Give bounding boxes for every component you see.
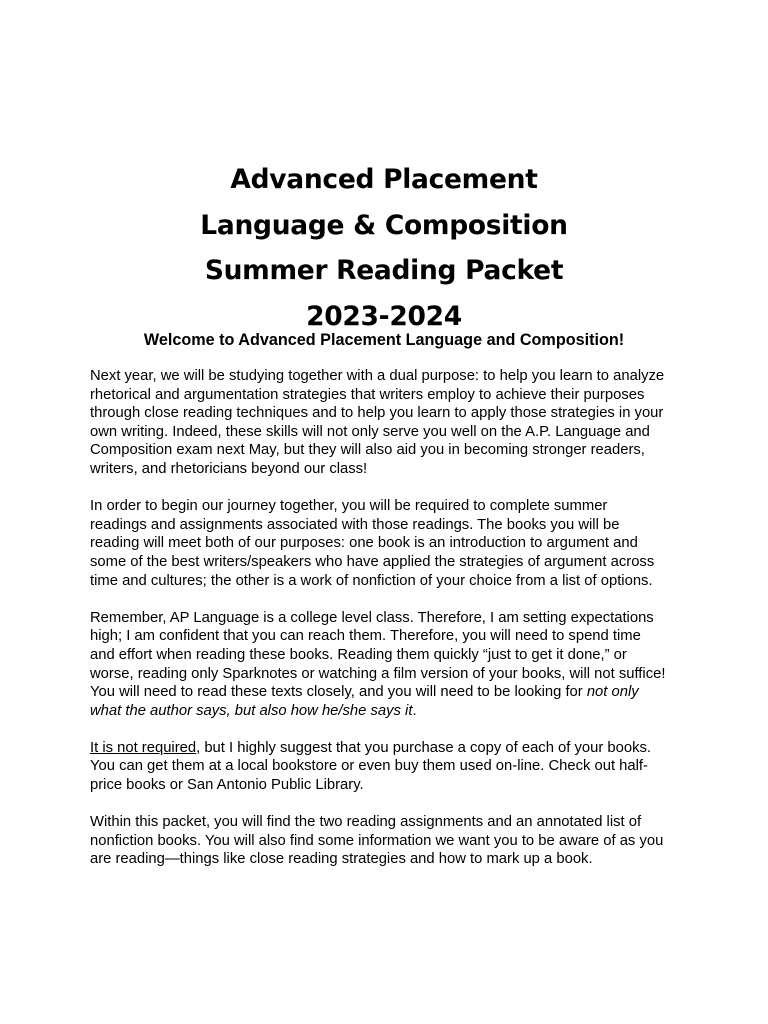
paragraph-line: own writing. Indeed, these skills will not only serve you well on the A.P. Language and (90, 423, 650, 440)
paragraph-line: high; I am confident that you can reach them. Therefore, you will need to spend time (90, 628, 641, 645)
paragraph-text: You will need to read these texts closely, and you will need to be looking for (90, 684, 587, 701)
paragraph-3 (90, 609, 690, 721)
paragraph-line: nonfiction books. You will also find some information we want you to be aware of as you (90, 832, 664, 849)
paragraph-line: Within this packet, you will find the two reading assignments and an annotated list of (90, 814, 642, 831)
paragraph-5 (90, 813, 690, 869)
paragraph-line (90, 739, 690, 758)
title-line-4: 2023-2024 (306, 300, 462, 332)
welcome-heading: Welcome to Advanced Placement Language and Composition! (143, 331, 625, 349)
paragraph-2 (90, 497, 690, 590)
body-text (90, 367, 690, 888)
underlined-text: It is not required (90, 739, 197, 756)
paragraph-line (90, 702, 690, 721)
paragraph-line: price books or San Antonio Public Library. (90, 777, 364, 794)
title-line-2: Language & Composition (200, 209, 568, 241)
emphasis-text: what the author says, but also how he/she says it (90, 702, 413, 719)
paragraph-line (90, 683, 690, 702)
paragraph-line: and effort when reading these books. Reading them quickly “just to get it done,” or (90, 646, 627, 663)
paragraph-line: In order to begin our journey together, you will be required to complete summer (90, 498, 608, 515)
paragraph-line: Composition exam next May, but they will also aid you in becoming stronger readers, (90, 442, 645, 459)
title-line-1: Advanced Placement (230, 164, 538, 195)
paragraph-line: some of the best writers/speakers who have applied the strategies of argument across (90, 553, 655, 570)
paragraph-line: rhetorical and argumentation strategies that writers employ to achieve their purposes (90, 386, 645, 403)
paragraph-1 (90, 367, 690, 479)
packet-title (0, 157, 768, 339)
paragraph-line: Remember, AP Language is a college level class. Therefore, I am setting expectations (90, 609, 654, 626)
paragraph-line: You can get them at a local bookstore or even buy them used on-line. Check out half- (90, 758, 648, 775)
emphasis-text: not only (586, 684, 639, 701)
paragraph-line: are reading—things like close reading strategies and how to mark up a book. (90, 851, 593, 868)
paragraph-line: worse, reading only Sparknotes or watching a film version of your books, will not suffice! (90, 665, 666, 682)
paragraph-line: writers, and rhetoricians beyond our class! (90, 460, 368, 477)
paragraph-4 (90, 739, 690, 795)
paragraph-text: . (412, 702, 417, 719)
paragraph-line: time and cultures; the other is a work of nonfiction of your choice from a list of options. (90, 572, 653, 589)
title-line-3: Summer Reading Packet (204, 255, 564, 286)
paragraph-line: through close reading techniques and to help you learn to apply those strategies in your (90, 405, 664, 422)
paragraph-text: , but I highly suggest that you purchase a copy of each of your books. (196, 739, 651, 756)
paragraph-line: readings and assignments associated with those readings. The books you will be (90, 516, 620, 533)
paragraph-line: reading will meet both of our purposes: one book is an introduction to argument and (90, 535, 638, 552)
paragraph-line: Next year, we will be studying together with a dual purpose: to help you learn to analyze (90, 368, 665, 384)
